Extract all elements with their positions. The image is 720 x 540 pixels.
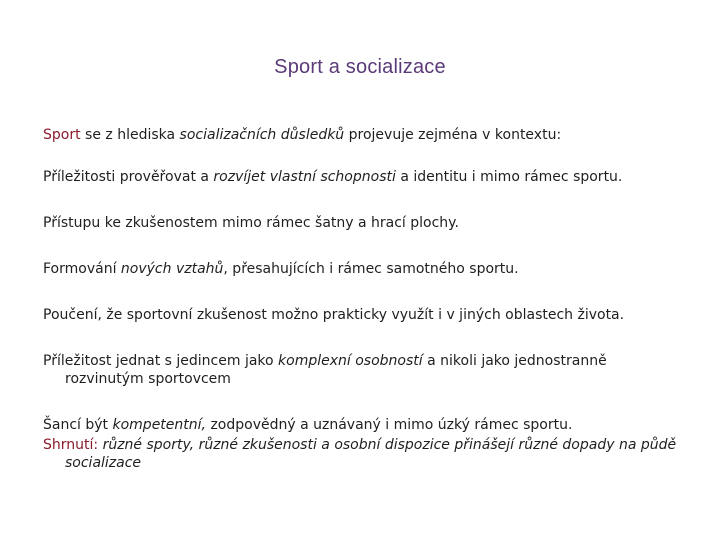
intro-emphasis: socializačních důsledků <box>179 127 345 143</box>
intro-text-2: projevuje zejména v kontextu: <box>344 127 562 143</box>
slide-title: Sport a socializace <box>274 56 446 78</box>
slide-content <box>43 126 683 472</box>
list-item-3 <box>43 260 683 278</box>
item-4-text: Poučení, že sportovní zkušenost možno prakticky využít i v jiných oblastech života. <box>43 307 625 323</box>
item-5-emphasis: komplexní osobností <box>278 353 423 369</box>
item-6-emphasis: kompetentní, <box>112 417 206 433</box>
item-6-text-end: zodpovědný a uznávaný i mimo úzký rámec sportu. <box>206 417 573 433</box>
list-item-5 <box>43 352 683 388</box>
item-2-text: Přístupu ke zkušenostem mimo rámec šatny a hrací plochy. <box>43 215 459 231</box>
item-3-emphasis: nových vztahů <box>120 261 224 277</box>
item-5-text-end: a nikoli jako jednostranně rozvinutým sportovcem <box>65 353 607 387</box>
item-3-text: Formování <box>43 261 121 277</box>
item-1-emphasis: rozvíjet vlastní schopnosti <box>213 169 396 185</box>
summary-label: Shrnutí: <box>43 437 99 453</box>
summary-paragraph <box>43 436 683 472</box>
list-item-1 <box>43 168 683 186</box>
intro-lead: Sport <box>43 127 81 143</box>
item-1-text: Příležitosti prověřovat a <box>43 169 214 185</box>
list-item-2 <box>43 214 683 232</box>
item-5-text: Příležitost jednat s jedincem jako <box>43 353 279 369</box>
list-item-6 <box>43 416 683 434</box>
list-item-4 <box>43 306 683 324</box>
item-6-text: Šancí být <box>43 417 113 433</box>
item-3-text-end: , přesahujících i rámec samotného sportu. <box>223 261 519 277</box>
intro-text-1: se z hlediska <box>80 127 180 143</box>
item-1-text-end: a identitu i mimo rámec sportu. <box>395 169 623 185</box>
summary-emphasis: různé sporty, různé zkušenosti a osobní dispozice přinášejí různé dopady na půdě socializace <box>65 437 677 471</box>
intro-paragraph <box>43 126 683 144</box>
